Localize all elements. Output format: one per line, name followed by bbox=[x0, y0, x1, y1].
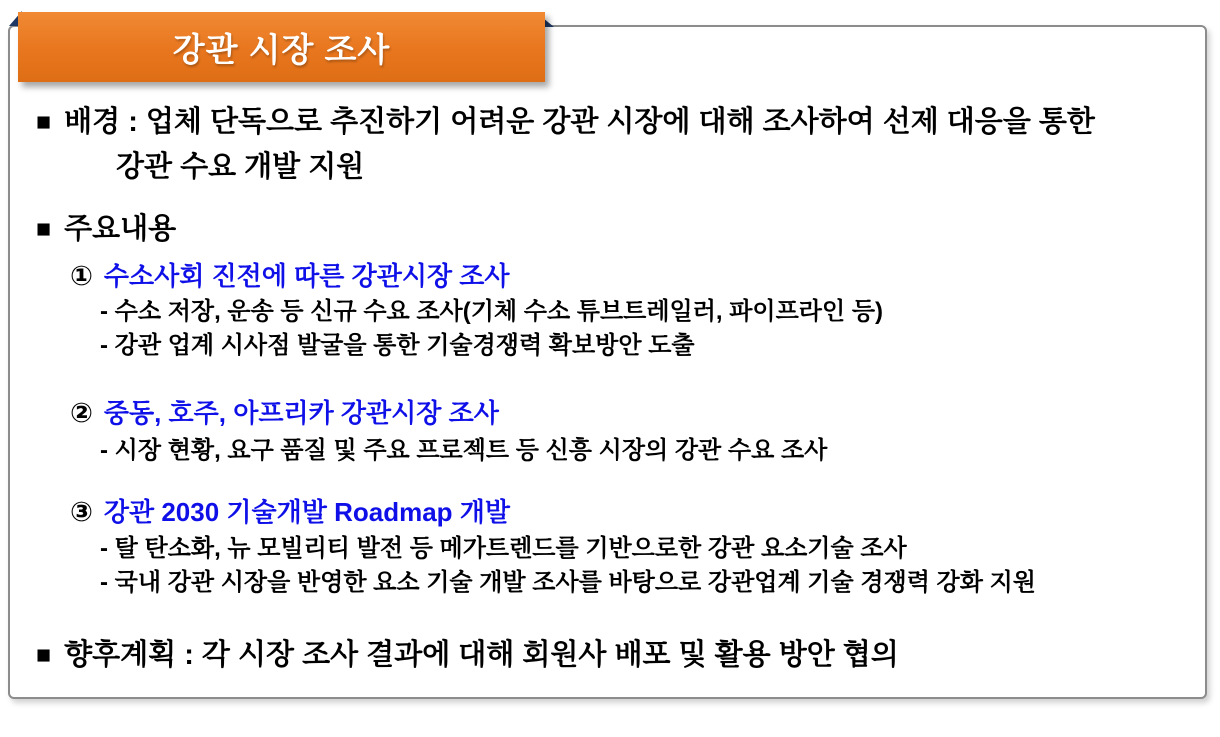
item-3-sub-1: - 탈 탄소화, 뉴 모빌리티 발전 등 메가트렌드를 기반으로한 강관 요소기술 조사 bbox=[100, 535, 907, 562]
item-3-sub-2: - 국내 강관 시장을 반영한 요소 기술 개발 조사를 바탕으로 강관업계 기술 경쟁력 강화 지원 bbox=[100, 569, 1036, 596]
background-line2: 강관 수요 개발 지원 bbox=[116, 151, 365, 183]
square-bullet-icon: ■ bbox=[36, 641, 52, 669]
numbered-item-2 bbox=[70, 398, 499, 428]
item-2-sub-1: - 시장 현황, 요구 품질 및 주요 프로젝트 등 신흥 시장의 강관 수요 조사 bbox=[100, 437, 828, 464]
main-heading bbox=[36, 213, 176, 245]
background-heading bbox=[36, 106, 1095, 138]
future-plan-heading bbox=[36, 639, 899, 671]
item-1-title: 수소사회 진전에 따른 강관시장 조사 bbox=[103, 261, 510, 291]
item-1-sub-1: - 수소 저장, 운송 등 신규 수요 조사(기체 수소 튜브트레일러, 파이프라인 등) bbox=[100, 298, 883, 325]
item-2-title: 중동, 호주, 아프리카 강관시장 조사 bbox=[103, 398, 499, 428]
page-title: 강관 시장 조사 bbox=[172, 30, 391, 68]
item-1-sub-2: - 강관 업계 시사점 발굴을 통한 기술경쟁력 확보방안 도출 bbox=[100, 332, 695, 359]
main-heading-label: 주요내용 bbox=[64, 213, 177, 245]
numbered-item-1 bbox=[70, 261, 510, 291]
background-line1: 배경 : 업체 단독으로 추진하기 어려운 강관 시장에 대해 조사하여 선제 대응을 통한 bbox=[64, 106, 1095, 138]
circled-number-3-icon: ③ bbox=[70, 497, 93, 527]
item-3-title: 강관 2030 기술개발 Roadmap 개발 bbox=[103, 497, 510, 527]
square-bullet-icon: ■ bbox=[36, 215, 52, 243]
numbered-item-3 bbox=[70, 497, 510, 527]
title-ribbon bbox=[18, 12, 545, 82]
square-bullet-icon: ■ bbox=[36, 108, 52, 136]
circled-number-2-icon: ② bbox=[70, 398, 93, 428]
future-plan-text: 향후계획 : 각 시장 조사 결과에 대해 회원사 배포 및 활용 방안 협의 bbox=[64, 639, 899, 671]
circled-number-1-icon: ① bbox=[70, 261, 93, 291]
content-panel bbox=[8, 25, 1207, 699]
